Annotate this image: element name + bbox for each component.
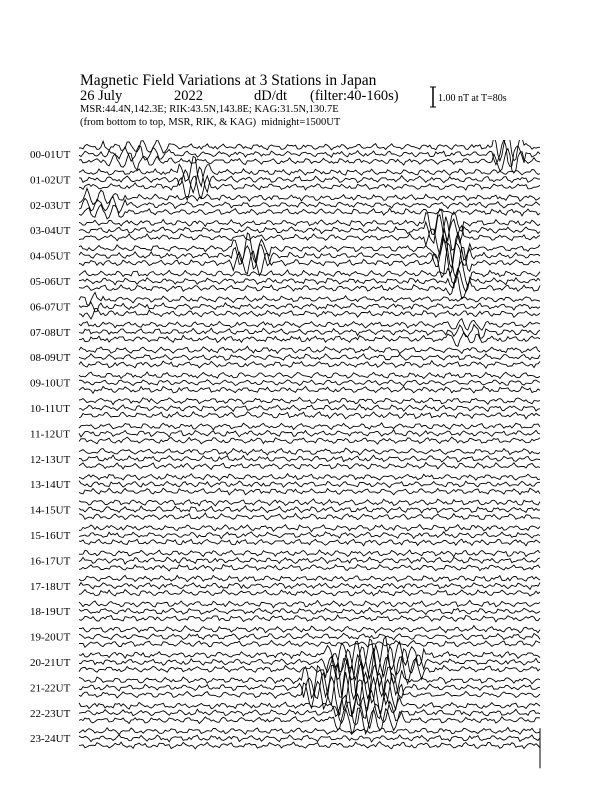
station-trace-rik — [79, 557, 540, 564]
station-trace-kag — [79, 346, 540, 353]
station-trace-rik — [79, 354, 540, 360]
hour-row-label: 01-02UT — [30, 174, 71, 187]
station-trace-rik — [79, 380, 540, 386]
quantity-label: dD/dt — [254, 88, 288, 104]
scale-label: 1.00 nT at T=80s — [438, 93, 507, 104]
date-line — [80, 89, 399, 104]
station-trace-rik — [79, 735, 540, 742]
station-trace-rik — [79, 167, 540, 193]
station-trace-rik — [79, 633, 540, 640]
hour-row-label: 19-20UT — [30, 631, 71, 644]
station-trace-msr — [79, 412, 540, 419]
station-trace-rik — [79, 532, 540, 539]
order-note: (from bottom to top, MSR, RIK, & KAG) — [80, 117, 257, 128]
date-day: 26 July — [80, 88, 123, 104]
hour-row-label: 21-22UT — [30, 682, 71, 695]
chart-header — [0, 0, 612, 140]
hour-row-label: 15-16UT — [30, 530, 71, 542]
station-trace-msr — [79, 513, 540, 520]
station-trace-kag — [79, 550, 540, 557]
station-trace-rik — [79, 645, 540, 680]
station-trace-msr — [79, 332, 540, 346]
hour-row-label: 17-18UT — [30, 580, 71, 593]
station-trace-kag — [79, 397, 540, 404]
station-trace-msr — [79, 149, 540, 174]
hour-row-label: 05-06UT — [30, 276, 71, 288]
station-trace-kag — [79, 319, 540, 331]
hour-row-label: 11-12UT — [30, 428, 70, 441]
station-trace-kag — [79, 525, 540, 532]
hour-row-label: 07-08UT — [30, 326, 71, 339]
station-trace-kag — [79, 292, 540, 305]
hour-row-label: 08-09UT — [30, 352, 71, 365]
hour-row-label: 12-13UT — [30, 453, 71, 466]
station-trace-msr — [79, 641, 540, 648]
hour-row-label: 04-05UT — [30, 250, 71, 263]
hour-row-label: 20-21UT — [30, 657, 71, 669]
station-trace-kag — [79, 575, 540, 581]
hour-row-label: 09-10UT — [30, 377, 71, 390]
hour-row-label: 06-07UT — [30, 301, 71, 314]
station-trace-msr — [79, 309, 540, 319]
station-trace-kag — [79, 423, 540, 430]
station-trace-msr — [79, 463, 540, 470]
station-trace-msr — [79, 276, 540, 299]
station-trace-msr — [79, 217, 540, 255]
station-trace-kag — [79, 372, 540, 379]
chart-title: Magnetic Field Variations at 3 Stations in Japan — [80, 72, 377, 89]
hour-row-label: 02-03UT — [30, 199, 71, 212]
station-trace-rik — [79, 269, 540, 292]
station-trace-msr — [79, 488, 540, 495]
station-trace-msr — [79, 565, 540, 572]
station-trace-rik — [79, 506, 540, 513]
station-trace-msr — [79, 539, 540, 546]
station-trace-kag — [79, 474, 540, 481]
hour-row-label: 10-11UT — [30, 403, 70, 415]
station-trace-msr — [79, 742, 540, 749]
station-trace-msr — [79, 590, 540, 597]
scale-bar-icon — [429, 86, 437, 108]
station-trace-rik — [79, 481, 540, 488]
station-trace-kag — [79, 626, 540, 634]
date-year: 2022 — [174, 88, 203, 104]
hour-row-label: 13-14UT — [30, 479, 71, 492]
station-trace-rik — [79, 404, 540, 411]
station-trace-msr — [79, 361, 540, 369]
hour-row-label: 03-04UT — [30, 225, 71, 238]
station-trace-msr — [79, 205, 540, 219]
midnight-note: midnight=1500UT — [261, 117, 341, 128]
station-trace-kag — [79, 499, 540, 506]
magnetogram-plot — [0, 140, 612, 790]
station-trace-rik — [79, 302, 540, 312]
station-trace-rik — [79, 455, 540, 462]
hour-row-label: 22-23UT — [30, 707, 71, 720]
station-trace-rik — [79, 325, 540, 339]
station-trace-kag — [79, 600, 540, 607]
hour-row-label: 23-24UT — [30, 733, 71, 746]
station-trace-kag — [79, 727, 540, 734]
station-trace-kag — [79, 188, 540, 204]
station-order-note — [80, 118, 340, 129]
station-trace-msr — [79, 386, 540, 393]
hour-row-label: 18-19UT — [30, 606, 71, 619]
station-trace-rik — [79, 608, 540, 615]
station-trace-msr — [79, 437, 540, 444]
station-trace-rik — [79, 238, 540, 275]
hour-row-label: 16-17UT — [30, 555, 71, 568]
station-coordinates: MSR:44.4N,142.3E; RIK:43.5N,143.8E; KAG:31.5N,130.7E — [80, 104, 339, 115]
station-trace-msr — [79, 615, 540, 622]
hour-row-label: 14-15UT — [30, 504, 71, 517]
hour-row-label: 00-01UT — [30, 149, 71, 161]
station-trace-rik — [79, 430, 540, 437]
filter-label: (filter:40-160s) — [310, 88, 399, 104]
station-trace-rik — [79, 215, 540, 244]
station-trace-kag — [79, 448, 540, 455]
station-trace-rik — [79, 583, 540, 590]
